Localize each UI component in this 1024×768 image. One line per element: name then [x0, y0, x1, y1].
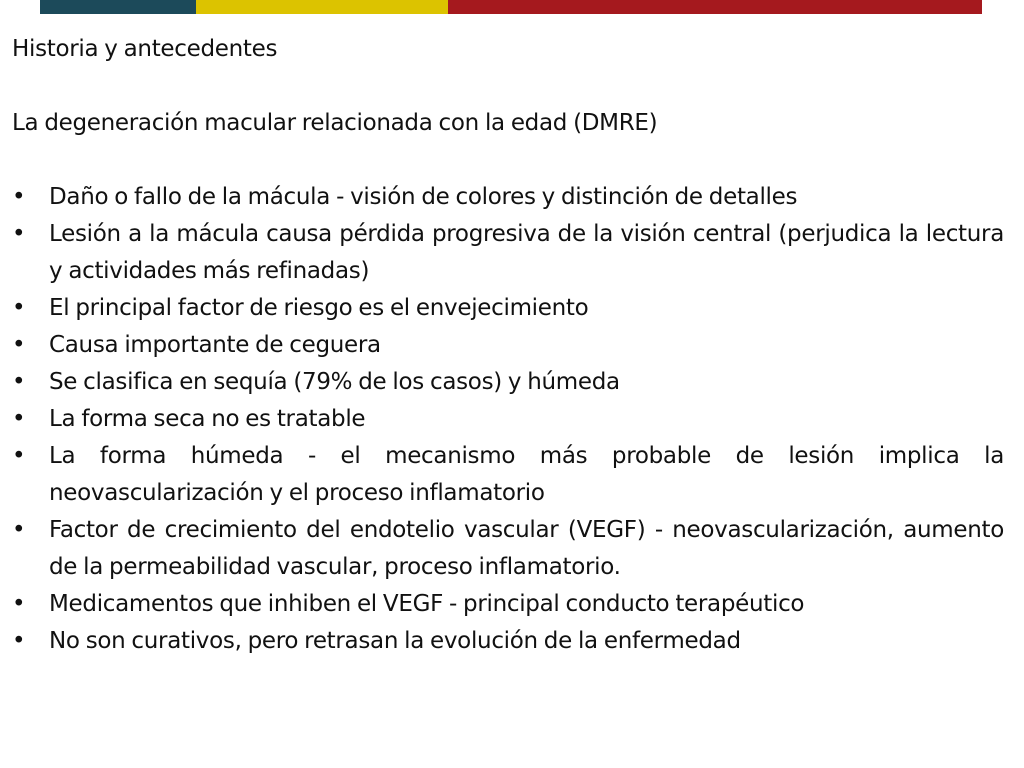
bullet-text: Daño o fallo de la mácula - visión de colores y distinción de detalles	[49, 184, 798, 210]
bullet-marker: •	[12, 628, 26, 654]
bullet-item	[12, 586, 1004, 623]
bullet-marker: •	[12, 184, 26, 210]
bullet-text: Lesión a la mácula causa pérdida progresiva de la visión central (perjudica la lectura y actividades más refinadas)	[49, 221, 1004, 284]
bullet-item	[12, 216, 1004, 290]
bullet-list	[12, 179, 1004, 660]
decorative-color-bar	[40, 0, 982, 14]
slide-subheading: La degeneración macular relacionada con la edad (DMRE)	[12, 110, 658, 136]
color-bar-red-segment	[448, 0, 982, 14]
blank-line	[12, 68, 1004, 105]
blank-line	[12, 142, 1004, 179]
bullet-item	[12, 179, 1004, 216]
bullet-item	[12, 512, 1004, 586]
bullet-marker: •	[12, 591, 26, 617]
bullet-text: La forma seca no es tratable	[49, 406, 366, 432]
bullet-item	[12, 623, 1004, 660]
slide-content	[12, 31, 1004, 660]
color-bar-teal-segment	[40, 0, 196, 14]
bullet-item	[12, 401, 1004, 438]
bullet-text: No son curativos, pero retrasan la evolución de la enfermedad	[49, 628, 741, 654]
bullet-marker: •	[12, 406, 26, 432]
bullet-item	[12, 290, 1004, 327]
bullet-marker: •	[12, 517, 26, 543]
bullet-item	[12, 327, 1004, 364]
bullet-marker: •	[12, 443, 26, 469]
bullet-text: La forma húmeda - el mecanismo más probable de lesión implica la neovascularización y el proceso inflamatorio	[49, 443, 1004, 506]
bullet-text: Factor de crecimiento del endotelio vascular (VEGF) - neovascularización, aumento de la permeabilidad vascular, proceso inflamatorio.	[49, 517, 1004, 580]
bullet-text: Causa importante de ceguera	[49, 332, 381, 358]
bullet-text: Medicamentos que inhiben el VEGF - principal conducto terapéutico	[49, 591, 805, 617]
bullet-item	[12, 438, 1004, 512]
slide-heading: Historia y antecedentes	[12, 36, 278, 62]
bullet-marker: •	[12, 369, 26, 395]
bullet-marker: •	[12, 221, 26, 247]
bullet-marker: •	[12, 295, 26, 321]
bullet-marker: •	[12, 332, 26, 358]
bullet-text: Se clasifica en sequía (79% de los casos) y húmeda	[49, 369, 620, 395]
bullet-text: El principal factor de riesgo es el envejecimiento	[49, 295, 589, 321]
color-bar-yellow-segment	[196, 0, 448, 14]
bullet-item	[12, 364, 1004, 401]
